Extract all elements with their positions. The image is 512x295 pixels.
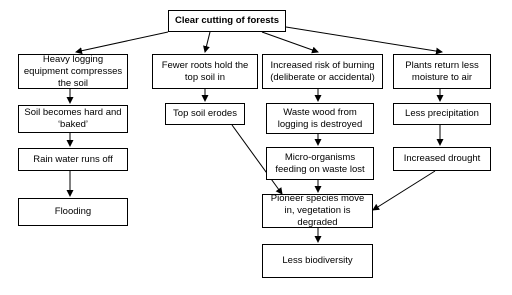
box-waste-wood: Waste wood from logging is destroyed — [266, 103, 374, 134]
box-logging-equipment: Heavy logging equipment compresses the soil — [18, 54, 128, 89]
box-flooding: Flooding — [18, 198, 128, 226]
box-fewer-roots: Fewer roots hold the top soil in — [152, 54, 258, 89]
arrow-root-col2 — [205, 32, 210, 52]
box-less-precipitation: Less precipitation — [393, 103, 491, 125]
root-box: Clear cutting of forests — [168, 10, 286, 32]
box-less-moisture: Plants return less moisture to air — [393, 54, 491, 89]
arrow-root-col3 — [262, 32, 318, 52]
box-soil-hard: Soil becomes hard and ‘baked’ — [18, 105, 128, 133]
arrow-root-col4 — [286, 27, 442, 52]
box-top-soil-erodes: Top soil erodes — [165, 103, 245, 125]
box-less-biodiversity: Less biodiversity — [262, 244, 373, 278]
arrow-root-col1 — [76, 32, 168, 52]
box-rain-runoff: Rain water runs off — [18, 148, 128, 171]
arrow-c4-pioneer — [373, 171, 435, 210]
box-increased-drought: Increased drought — [393, 147, 491, 171]
box-pioneer-species: Pioneer species move in, vegetation is degraded — [262, 194, 373, 228]
box-micro-organisms: Micro-organisms feeding on waste lost — [266, 147, 374, 180]
box-burning-risk: Increased risk of burning (deliberate or accidental) — [262, 54, 383, 89]
